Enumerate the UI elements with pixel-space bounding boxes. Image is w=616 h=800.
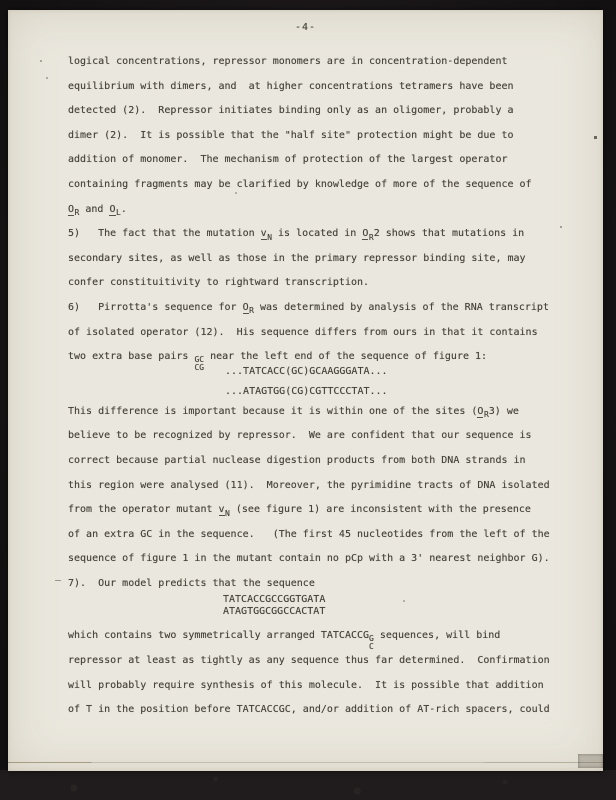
symbol-subscript: R [249,306,254,316]
text-segment: detected (2). Repressor initiates binding only as an oligomer, probably a [68,105,514,117]
text-line [68,81,565,106]
symbol-base: O [109,203,116,215]
subscripted-symbol [477,405,489,420]
paper-fold-line [8,762,603,763]
text-segment: TATCACCGCCGGTGATA [223,594,326,606]
text-line [68,228,565,253]
text-line [68,553,565,578]
text-segment: equilibrium with dimers, and at higher concentrations tetramers have been [68,80,514,92]
base-pair-row: GC [194,355,205,365]
subscripted-symbol [68,203,80,218]
text-segment: believe to be recognized by repressor. We are confident that our sequence is [68,430,532,442]
symbol-subscript: N [267,232,273,242]
text-line [68,680,565,705]
subscripted-symbol [362,228,374,242]
symbol-subscript: R [483,410,489,420]
subscripted-symbol [242,301,254,316]
text-segment: 2 shows that mutations in [373,228,525,240]
text-line [68,56,565,81]
symbol-base: v [260,228,267,240]
text-segment: addition of monomer. The mechanism of protection of the largest operator [68,154,508,166]
scan-speck [403,600,405,602]
text-line [68,327,565,352]
text-segment: ...TATCACC(GC)GCAAGGGATA... [225,365,388,377]
sequence-line [68,606,565,618]
text-line [68,406,565,431]
subscripted-symbol [260,228,273,242]
text-line [68,480,565,505]
text-segment: 5) The fact that the mutation [68,228,261,240]
text-segment: correct because partial nuclease digestion products from both DNA strands in [68,454,526,466]
text-segment: dimer (2). It is possible that the "half site" protection might be due to [68,129,514,141]
text-line [68,455,565,480]
subscripted-symbol [218,504,230,518]
text-line [68,430,565,455]
text-segment: sequences, will bind [373,630,501,642]
sequence-line [68,386,565,406]
symbol-base: O [362,228,369,240]
symbol-base: O [68,203,75,215]
text-segment: repressor at least as tightly as any sequence thus far determined. Confirmation [68,655,550,667]
text-line [68,630,565,655]
text-line [68,130,565,155]
text-segment: of T in the position before TATCACCGC, and/or addition of AT-rich spacers, could [68,704,550,716]
text-segment: of an extra GC in the sequence. (The first 45 nucleotides from the left of the [68,528,550,540]
text-line [68,277,565,302]
subscripted-symbol [109,203,121,218]
page-body [8,56,603,729]
text-segment: and [79,203,110,215]
text-segment: this region were analysed (11). Moreover, the pyrimidine tracts of DNA isolated [68,479,550,491]
sequence-line [68,594,565,606]
scan-speck [235,192,237,194]
text-segment: two extra base pairs [68,351,195,363]
text-segment: confer constituitivity to rightward transcription. [68,277,370,289]
text-line [68,179,565,204]
text-line [68,704,565,729]
document-page [8,10,603,771]
symbol-subscript: L [116,208,121,218]
text-segment: is located in [272,228,363,240]
text-segment: secondary sites, as well as those in the primary repressor binding site, may [68,252,526,264]
text-line [68,529,565,554]
symbol-subscript: R [74,208,80,218]
corner-smudge [578,754,603,768]
text-segment: 3) we [488,405,519,417]
symbol-base: O [242,301,249,313]
sequence-line [68,362,565,386]
text-line [68,204,565,229]
base-pair-row: C [369,642,374,652]
text-segment: was determined by analysis of the RNA transcript [253,301,549,313]
text-line [68,302,565,327]
text-line [68,154,565,179]
text-line [68,655,565,680]
symbol-base: O [477,405,484,417]
symbol-subscript: R [368,232,374,242]
text-line [68,504,565,529]
text-segment: ...ATAGTGG(CG)CGTTCCCTAT... [225,385,388,397]
text-segment: sequence of figure 1 in the mutant contain no pCp with a 3' nearest neighbor G). [68,553,550,565]
text-segment: of isolated operator (12). His sequence differs from ours in that it contains [68,326,538,338]
text-segment: near the left end of the sequence of figure 1: [204,351,488,363]
text-segment: (see figure 1) are inconsistent with the presence [229,504,531,516]
page-number: -4- [294,22,317,33]
text-segment: will probably require synthesis of this molecule. It is possible that addition [68,679,544,691]
text-segment: containing fragments may be clarified by knowledge of more of the sequence of [68,178,532,190]
text-segment: which contains two symmetrically arranged TATCACCG [68,630,370,642]
text-segment: This difference is important because it is within one of the sites ( [68,405,478,417]
text-segment: ATAGTGGCGGCCACTAT [223,605,326,617]
text-line [68,253,565,278]
scan-speck [594,136,597,139]
text-segment: logical concentrations, repressor monomers are in concentration-dependent [68,56,508,67]
scan-speck [560,226,562,228]
base-pair-row: G [369,634,374,644]
symbol-subscript: N [225,508,230,518]
scan-dash-mark [55,580,61,581]
text-line [68,105,565,130]
text-segment: . [120,203,127,215]
scan-speck [40,60,42,62]
text-segment: 7). Our model predicts that the sequence [68,577,315,589]
scan-speck [46,77,48,79]
text-segment: 6) Pirrotta's sequence for [68,301,243,313]
base-pair-row: CG [194,362,205,372]
symbol-base: v [218,504,225,516]
text-segment: from the operator mutant [68,504,219,516]
